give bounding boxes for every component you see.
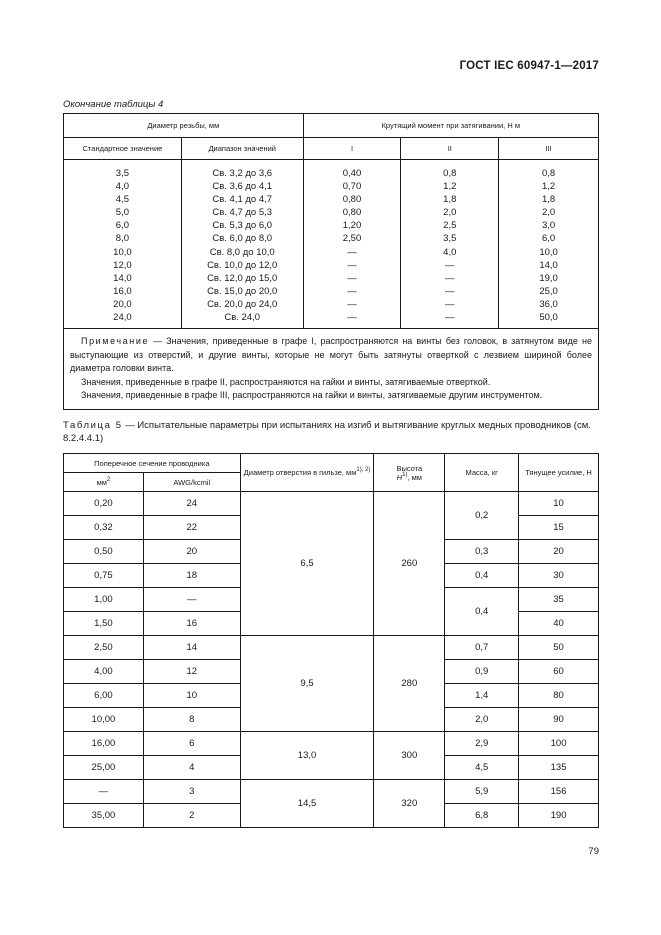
table5-cell: 30 (519, 564, 599, 588)
table4-cell: 4,0 (115, 181, 130, 193)
table5-cell: 25,00 (64, 756, 144, 780)
table4-cell: 0,80 (342, 207, 362, 219)
table4-cell: 1,20 (342, 220, 362, 232)
table4-cell: Св. 24,0 (224, 312, 261, 324)
table4-cell: 16,0 (113, 285, 132, 297)
table5-mass: 6,8 (445, 804, 519, 828)
table5-header-pull: Тянущее усилие, Н (519, 454, 599, 492)
table4-cell: — (445, 285, 455, 297)
table4-cell: 2,0 (443, 207, 457, 219)
table5-cell: 90 (519, 708, 599, 732)
table5 (63, 453, 599, 828)
table5-cell: 40 (519, 612, 599, 636)
table4-cell: 8,0 (115, 233, 130, 245)
table4-cell: 1,2 (541, 181, 556, 193)
table4-cell: 4,0 (443, 246, 457, 258)
table4-cell: 14,0 (113, 272, 132, 284)
table4-cell: Св. 6,0 до 8,0 (212, 233, 273, 245)
table4-cell: 6,0 (115, 220, 130, 232)
table5-diameter: 6,5 (240, 492, 374, 636)
table5-cell: 16 (143, 612, 240, 636)
table4-cell: 25,0 (539, 285, 558, 297)
table5-header-height: Высота $H^{1)}$, мм (374, 454, 445, 492)
table4-header-iii: III (499, 138, 599, 160)
table5-cell: 18 (143, 564, 240, 588)
table5-header-awg: AWG/kcmil (143, 473, 240, 492)
table4-cell: — (347, 312, 357, 324)
table5-cell: 12 (143, 660, 240, 684)
table4-cell: 0,8 (443, 168, 457, 179)
note-text-2: Значения, приведенные в графе II, распространяются на гайки и винты, затягиваемые отверткой. (81, 376, 491, 387)
table5-cell: 0,50 (64, 540, 144, 564)
table5-height: 260 (374, 492, 445, 636)
table5-cell: 1,00 (64, 588, 144, 612)
table5-mass: 2,9 (445, 732, 519, 756)
table5-header-section: Поперечное сечение проводника (64, 454, 241, 473)
table5-cell: 1,50 (64, 612, 144, 636)
table4-header-i: I (303, 138, 401, 160)
table5-cell: — (64, 780, 144, 804)
table4-cell: — (445, 259, 455, 271)
note-text-3: Значения, приведенные в графе III, распространяются на гайки и винты, затягиваемые другим инструментом. (81, 390, 543, 401)
table4-cell: 4,5 (115, 194, 130, 206)
table5-cell: 20 (519, 540, 599, 564)
table5-mass: 4,5 (445, 756, 519, 780)
table4-header-ii: II (401, 138, 499, 160)
table5-mass: 0,4 (445, 564, 519, 588)
table5-cell: 4 (143, 756, 240, 780)
table4-cell: 3,0 (541, 220, 556, 232)
table5-mass: 0,9 (445, 660, 519, 684)
note-label: Примечание (81, 336, 150, 347)
table4-cell: Св. 4,7 до 5,3 (212, 207, 273, 219)
table4-cell: Св. 5,3 до 6,0 (212, 220, 273, 232)
table4-col-range (181, 160, 303, 329)
standard-number: ГОСТ IEC 60947-1—2017 (459, 60, 599, 72)
table5-cell: 0,32 (64, 516, 144, 540)
table5-cell: 6 (143, 732, 240, 756)
table4-cell: — (347, 272, 357, 284)
table4-cell: Св. 4,1 до 4,7 (212, 194, 273, 206)
table5-cell: 20 (143, 540, 240, 564)
table5-mass: 1,4 (445, 684, 519, 708)
table5-cell: 6,00 (64, 684, 144, 708)
table5-cell: 14 (143, 636, 240, 660)
table5-cell: 22 (143, 516, 240, 540)
table4-cell: Св. 12,0 до 15,0 (207, 272, 278, 284)
table4-note (64, 329, 599, 410)
table5-cell: 10,00 (64, 708, 144, 732)
table5-cell: 3 (143, 780, 240, 804)
table4-cell: 0,70 (342, 181, 362, 193)
table4-cell: 1,8 (443, 194, 457, 206)
table5-cell: 80 (519, 684, 599, 708)
table5-cell: 24 (143, 492, 240, 516)
table4-cell: — (445, 272, 455, 284)
table4-cell: 19,0 (539, 272, 558, 284)
table4-header-range: Диапазон значений (181, 138, 303, 160)
table4-cell: 6,0 (541, 233, 556, 245)
table5-cell: 100 (519, 732, 599, 756)
table4-cell: 0,40 (342, 168, 362, 179)
table4-cell: 1,2 (443, 181, 457, 193)
table5-header-diameter: Диаметр отверстия в гильзе, $мм^{1), 2)}$ (240, 454, 374, 492)
table5-cell: 190 (519, 804, 599, 828)
table5-cell: 60 (519, 660, 599, 684)
table4-cell: 2,5 (443, 220, 457, 232)
table4-col-standard (64, 160, 182, 329)
table5-cell: 156 (519, 780, 599, 804)
table5-cell: 35 (519, 588, 599, 612)
table5-cell: 16,00 (64, 732, 144, 756)
table4-cell: 0,80 (342, 194, 362, 206)
table4-cell: 2,0 (541, 207, 556, 219)
table4-header-torque: Крутящий момент при затягивании, Н м (303, 114, 598, 138)
table4-cell: — (347, 298, 357, 310)
table4-cell: 14,0 (539, 259, 558, 271)
table5-mass: 0,3 (445, 540, 519, 564)
table5-mass: 5,9 (445, 780, 519, 804)
table5-title (63, 419, 603, 445)
table5-diameter: 13,0 (240, 732, 374, 780)
table5-cell: 2,50 (64, 636, 144, 660)
table5-cell: — (143, 588, 240, 612)
table4-cell: Св. 3,2 до 3,6 (212, 168, 273, 179)
table4-cell: 50,0 (539, 312, 558, 324)
table4-col-iii (499, 160, 599, 329)
table4-cell: 10,0 (539, 246, 558, 258)
table5-diameter: 9,5 (240, 636, 374, 732)
table4-cell: Св. 3,6 до 4,1 (212, 181, 273, 193)
table5-mass: 0,4 (445, 588, 519, 636)
table5-mass: 0,2 (445, 492, 519, 540)
note-text-1: — Значения, приведенные в графе I, распространяются на винты без головок, в затянутом виде не выступающие из отверстий, и другие винты, которые не могут быть затянуты отверткой с лезвием шириной более диаметра головки винта. (70, 336, 592, 374)
table4-cell: Св. 15,0 до 20,0 (207, 285, 278, 297)
table4-header-thread: Диаметр резьбы, мм (64, 114, 304, 138)
table4-cell: 2,50 (342, 233, 362, 245)
table4-col-ii (401, 160, 499, 329)
table5-title-label: Таблица 5 (63, 420, 123, 431)
table4-cell: 24,0 (113, 312, 132, 324)
table5-header-mass: Масса, кг (445, 454, 519, 492)
table5-cell: 8 (143, 708, 240, 732)
table4-cell: — (445, 312, 455, 324)
table5-height: 320 (374, 780, 445, 828)
table4-cell: 1,8 (541, 194, 556, 206)
table4-col-i (303, 160, 401, 329)
table4-cell: Св. 20,0 до 24,0 (207, 298, 278, 310)
table5-height: 280 (374, 636, 445, 732)
table5-cell: 2 (143, 804, 240, 828)
table5-cell: 0,75 (64, 564, 144, 588)
table5-diameter: 14,5 (240, 780, 374, 828)
table4-continuation-caption: Окончание таблицы 4 (63, 99, 164, 110)
table4-cell: 0,8 (541, 168, 556, 179)
table4 (63, 113, 599, 410)
table5-header-mm2: $мм^2$ (64, 473, 144, 492)
table4-header-standard: Стандартное значение (64, 138, 182, 160)
table5-cell: 50 (519, 636, 599, 660)
table5-cell: 4,00 (64, 660, 144, 684)
table4-cell: 12,0 (113, 259, 132, 271)
table4-cell: — (347, 246, 357, 258)
table4-cell: 5,0 (115, 207, 130, 219)
table4-cell: 3,5 (115, 168, 130, 179)
table5-height: 300 (374, 732, 445, 780)
table5-cell: 10 (143, 684, 240, 708)
table4-cell: Св. 8,0 до 10,0 (209, 246, 275, 258)
table4-cell: — (347, 259, 357, 271)
table5-mass: 2,0 (445, 708, 519, 732)
table4-cell: Св. 10,0 до 12,0 (207, 259, 278, 271)
table5-cell: 0,20 (64, 492, 144, 516)
table5-title-text: — Испытательные параметры при испытаниях на изгиб и вытягивание круглых медных проводников (см. 8.2.4.4.1) (63, 420, 591, 444)
table5-cell: 35,00 (64, 804, 144, 828)
table4-cell: 10,0 (113, 246, 132, 258)
table4-cell: 36,0 (539, 298, 558, 310)
page-number: 79 (588, 846, 599, 857)
table5-cell: 15 (519, 516, 599, 540)
table5-cell: 10 (519, 492, 599, 516)
table5-mass: 0,7 (445, 636, 519, 660)
table4-cell: — (445, 298, 455, 310)
table5-cell: 135 (519, 756, 599, 780)
table4-cell: — (347, 285, 357, 297)
table4-cell: 3,5 (443, 233, 457, 245)
table4-cell: 20,0 (113, 298, 132, 310)
